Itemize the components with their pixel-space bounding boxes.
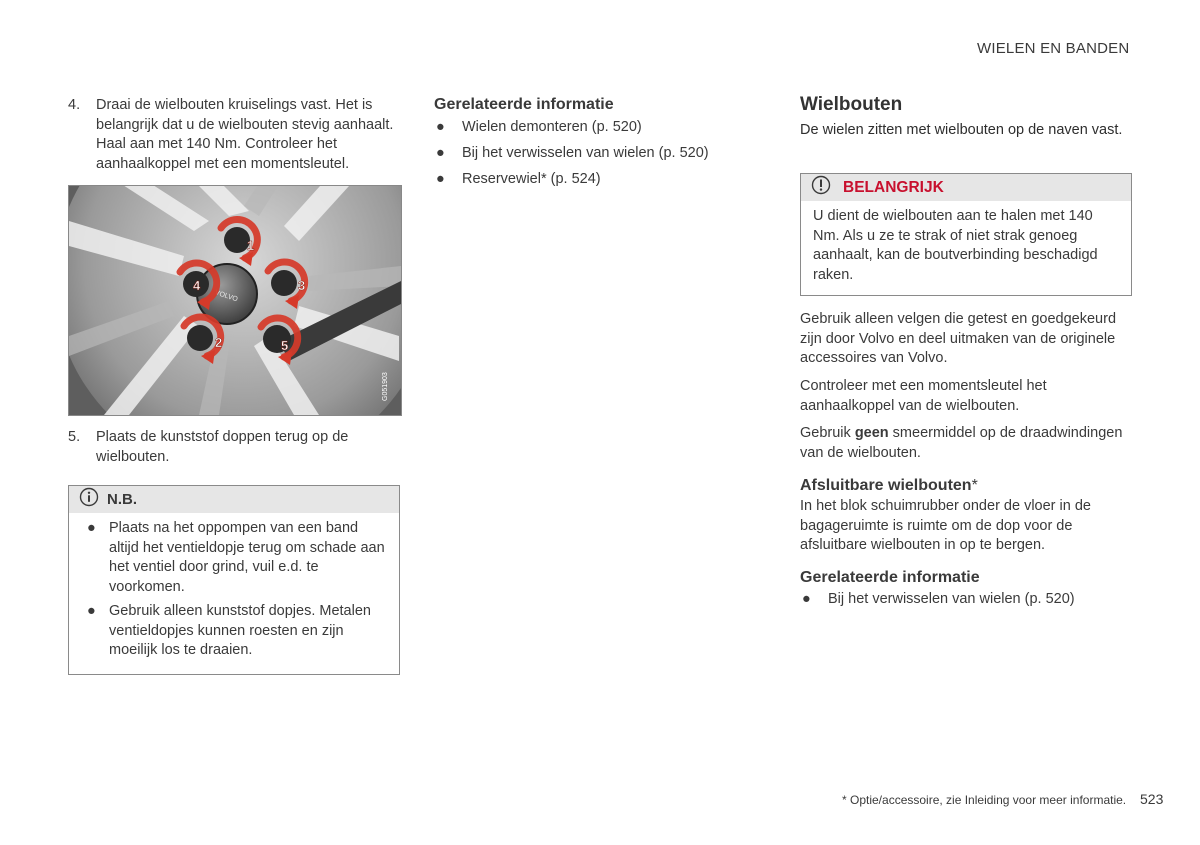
section-title: WIELEN EN BANDEN — [977, 40, 1130, 57]
paragraph: In het blok schuimrubber onder de vloer in de bagageruimte is ruimte om de dop voor de afsluitbare wielbouten in op te bergen. — [800, 498, 1091, 553]
related-info-heading: Gerelateerde informatie — [434, 96, 614, 113]
emphasis-text: geen — [854, 425, 889, 441]
link-text[interactable]: Bij het verwisselen van wielen (p. 520) — [462, 145, 709, 161]
paragraph — [800, 424, 1130, 463]
paragraph: Controleer met een momentsleutel het aanhaalkoppel van de wielbouten. — [800, 378, 1047, 414]
link-text[interactable]: Reservewiel* (p. 524) — [462, 171, 601, 187]
intro-text: De wielen zitten met wielbouten op de naven vast. — [800, 122, 1123, 138]
bullet-icon: ● — [87, 520, 96, 536]
related-link[interactable] — [434, 144, 764, 164]
step-number: 4. — [68, 97, 81, 113]
subheading — [800, 477, 978, 495]
note-item-text: Gebruik alleen kunststof dopjes. Metalen ventieldopjes kunnen roesten en zijn moeilijk los te draaien. — [109, 603, 371, 658]
figure-label-4: 4 — [193, 278, 201, 293]
warning-icon — [811, 175, 831, 200]
related-links — [434, 118, 764, 196]
important-header — [801, 174, 1131, 201]
step-text: Plaats de kunststof doppen terug op de wielbouten. — [96, 429, 349, 465]
page-title: Wielbouten — [800, 94, 903, 115]
important-text: U dient de wielbouten aan te halen met 140 Nm. Als u ze te strak of niet strak genoeg aanhaalt, kan de boutverbinding beschadigd raken. — [813, 208, 1098, 283]
figure-label-3: 3 — [298, 278, 306, 293]
link-text[interactable]: Bij het verwisselen van wielen (p. 520) — [828, 591, 1075, 607]
step-4 — [68, 96, 400, 174]
step-5 — [68, 428, 400, 467]
figure-code: G051903 — [382, 372, 389, 401]
paragraph: Gebruik alleen velgen die getest en goedgekeurd zijn door Volvo en deel uitmaken van de originele accessoires van Volvo. — [800, 311, 1117, 366]
volvo-logo: VOLVO — [213, 289, 239, 304]
bullet-icon: ● — [87, 603, 96, 619]
option-star: * — [971, 477, 978, 494]
bullet-icon: ● — [436, 119, 445, 135]
step-text: Draai de wielbouten kruiselings vast. Het is belangrijk dat u de wielbouten stevig aanhaalt. Haal aan met 140 Nm. Controleer het aanhaalkoppel met een momentsleutel. — [96, 97, 394, 172]
related-link[interactable] — [434, 118, 764, 138]
bullet-icon: ● — [436, 145, 445, 161]
note-item-text: Plaats na het oppompen van een band altijd het ventieldopje terug om schade aan het ventiel door grind, vuil e.d. te voorkomen. — [109, 520, 385, 595]
link-text[interactable]: Wielen demonteren (p. 520) — [462, 119, 642, 135]
figure-label-1: 1 — [247, 238, 255, 253]
info-icon — [79, 487, 99, 512]
subheading-text: Afsluitbare wielbouten — [800, 477, 972, 494]
bolt-2 — [187, 325, 213, 351]
related-link[interactable] — [800, 590, 1130, 610]
related-links — [800, 590, 1130, 616]
important-title: BELANGRIJK — [843, 178, 944, 196]
list-item — [79, 519, 389, 597]
list-item — [79, 602, 389, 661]
figure-label-2: 2 — [215, 335, 223, 350]
wheel-bolts-figure — [68, 185, 402, 416]
figure-label-5: 5 — [281, 338, 289, 353]
note-box — [68, 485, 400, 675]
step-number: 5. — [68, 429, 81, 445]
bullet-icon: ● — [436, 171, 445, 187]
note-title: N.B. — [107, 491, 137, 508]
page-number: 523 — [1140, 791, 1164, 807]
note-header — [69, 486, 399, 513]
bullet-icon: ● — [802, 591, 811, 607]
para-text: smeermiddel op de draadwindingen van de wielbouten. — [800, 425, 1123, 461]
related-link[interactable] — [434, 170, 764, 190]
important-box — [800, 173, 1132, 296]
related-info-heading: Gerelateerde informatie — [800, 569, 980, 586]
footer-note: * Optie/accessoire, zie Inleiding voor meer informatie. — [842, 793, 1127, 807]
bolt-3 — [271, 270, 297, 296]
para-text: Gebruik — [800, 425, 855, 441]
